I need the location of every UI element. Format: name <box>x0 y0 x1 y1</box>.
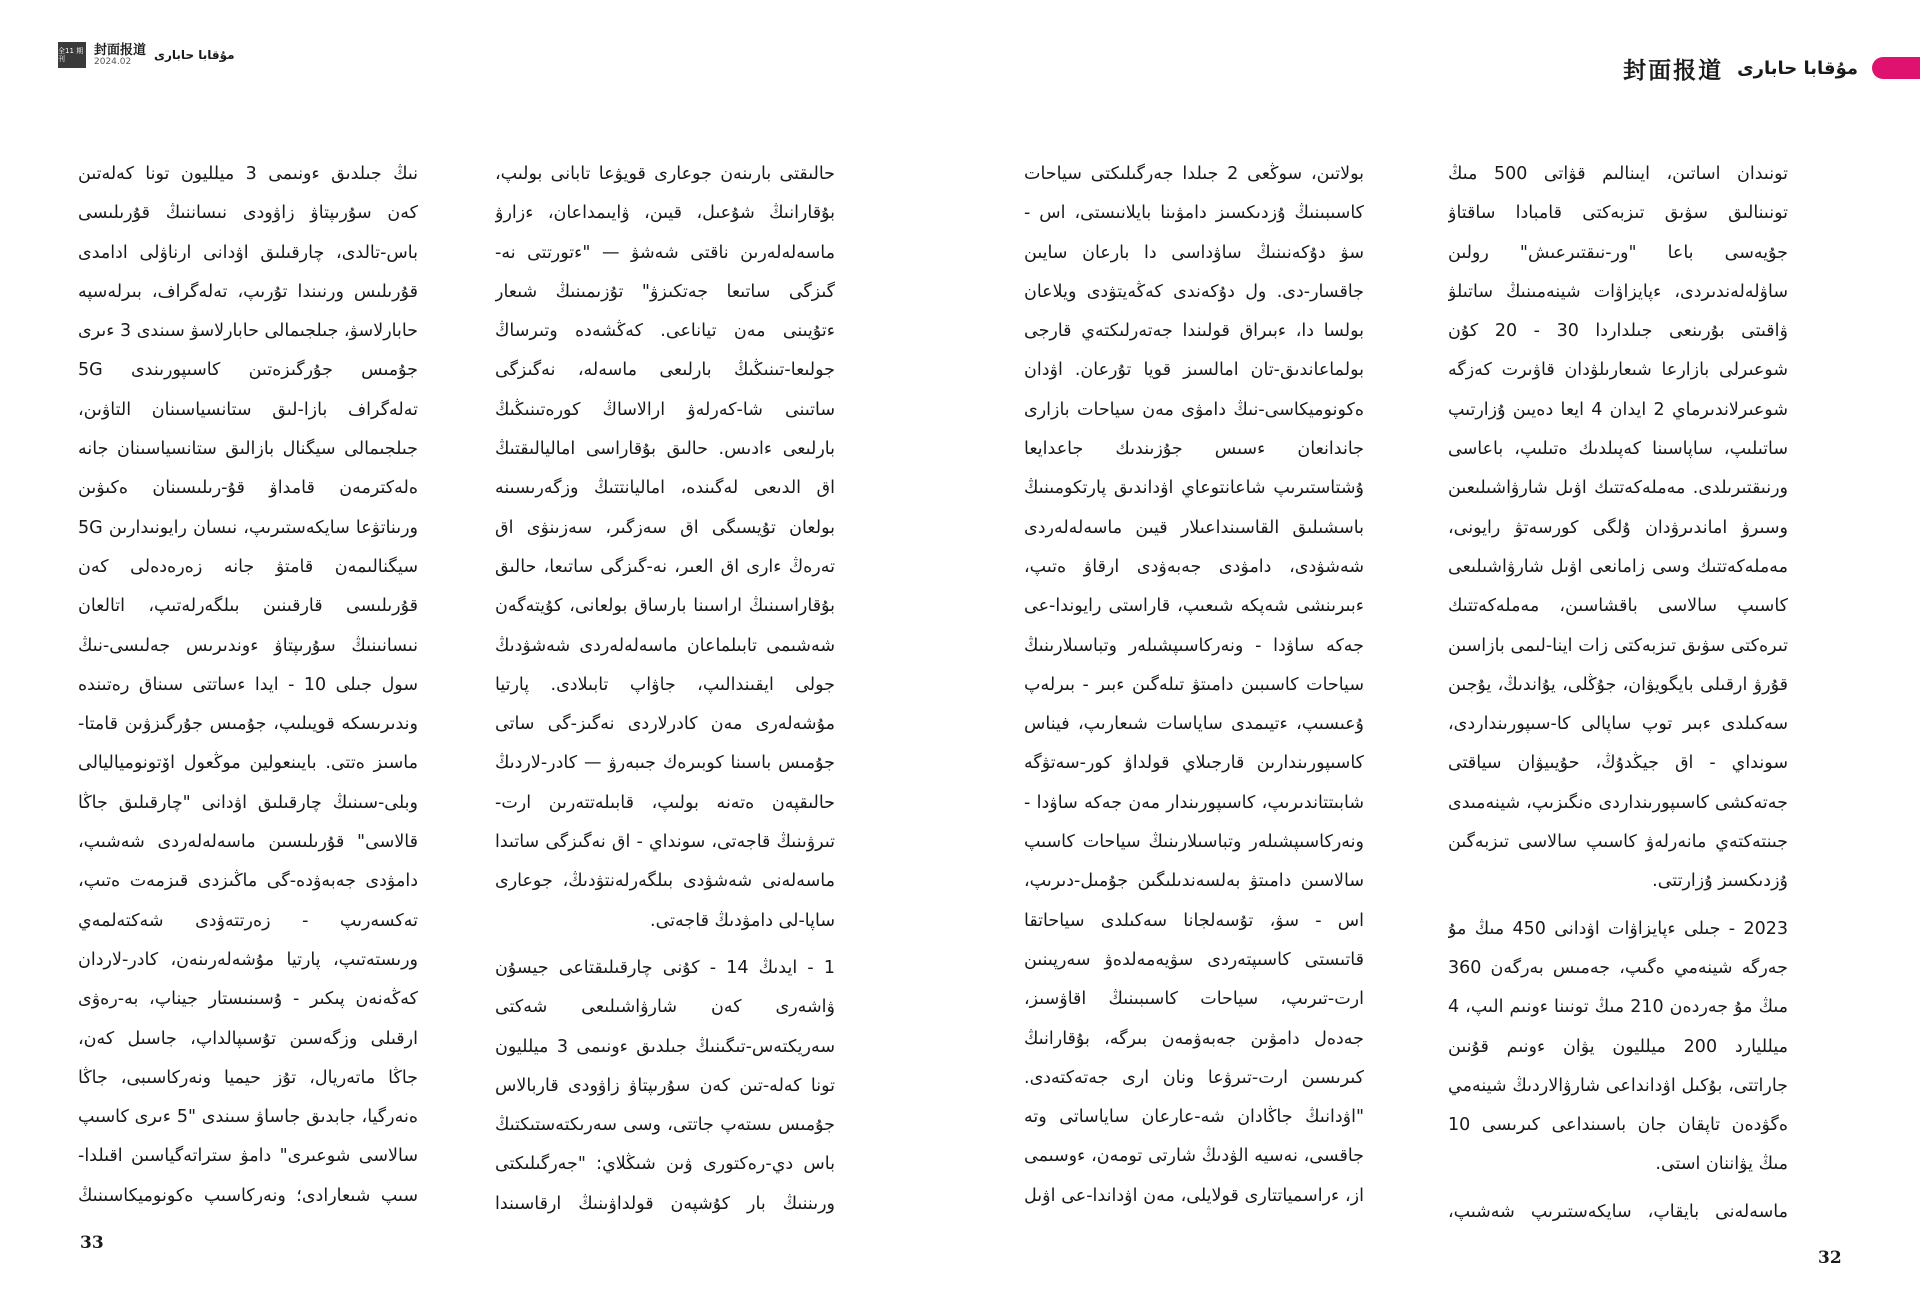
left-header-titles <box>94 44 146 67</box>
paragraph: تونىدان اساتىن، ايىنالىم قۋاتى 500 مىڭ تونىنالىق سۋىق تىزبەكتى قامبادا ساقتاۋ جۇيەسى باعا "ور-نىقتىرعىش" رولىن ساۋلەلەندىردى، ءپايزاۋات شينەمىنىڭ ساتىلۋ ۋاقىتى بۇرىنعى جىلداردا 30 - 20 كۇن شوعىرلى بازارعا شىعارىلۋدان قاۋىرت كەزگە شوعىرلاندىرماي 2 ايدان 4 ايعا دەيىن ۇزارتىپ ساتىلىپ، ساپاسىنا كەپىلدىك ەتىلىپ، باعاسى ورنىقتىرىلدى. مەملەكەتتىك اۋىل شارۋاشىلىعىن وسىرۋ اماندىرۋدان ۇلگى كورسەتۋ رايونى، مەملەكەتتىك وسى زامانعى اۋىل شارۋاشىلىعى كاسىپ سالاسى باقشاسىن، مەملەكەتتىك تىرەكتى سۋىق تىزبەكتى زات اينا-لىمى بازاسىن قۇرۋ ارقىلى بايگويۋان، جۇڭلى، يۇاندىڭ، يۇجىن سەكىلدى ءبىر توپ ساپالى كا-سىپورىنداردى، سونداي - اق جيڭدۇڭ، حۇيىيۋان سياقتى جەتەكشى كاسىپورىنداردى ەنگىزىپ، شينەمىدى جىنتەكتەي مانەرلەۋ كاسىپ سالاسى تىزبەگىن ۇزدىكسىز ۇزارتتى. <box>1448 164 1788 892</box>
paragraph: حالىقتى بارىنەن جوعارى قويۋعا تابانى بولىپ، بۇقارانىڭ شۇعىل، قيىن، ۋايىمداعان، ءزارۋ ماسەلەلەرىن ناقتى شەشۋ — "ءتورتتى نە-گىزگى ساتىعا جەتكىزۋ" تۇزىمىنىڭ شىعار ءتۇيىنى مەن تياناعى. كەڭشەدە وتىرساڭ جولىعا-تىنىڭىڭ بارلىعى ماسەلە، نەگىزگى ساتىنى شا-كەرلەۋ ارالاساڭ كورەتىنىڭىڭ بارلىعى ءادىس. حالىق بۇقاراسى اماليالىقتىڭ اق الدىعى لەگىندە، اماليانتتىڭ وزگەرىسىنە بولعان تۇيسىگى اق سەزگىر، سەزىنۋى اق تەرەڭ ءارى اق العىر، نە-گىزگى ساتىعا، حالىق بۇقاراسىنىڭ اراسىنا بارساق بولعانى، كۇيتەگەن شەشىمى تابىلماعان ماسەلەلەردى شەشۋدىڭ جولى ايقىندالىپ، جاۋاپ تابىلادى. پارتيا مۇشەلەرى مەن كادرلاردى نەگىز-گى ساتى جۇمىس باسىنا كوبىرەك جىبەرۋ — كادر-لاردىڭ حالىقپەن ەتەنە بولىپ، قابىلەتتەرىن ارت-تىرۋىنىڭ قاجەتى، سونداي - اق نەگىزگى ساتىدا ماسەلەنى شەشۋدى بىلگەرلەنتۋدىڭ، جوعارى ساپا-لى دامۋدىڭ قاجەتى. <box>495 164 835 931</box>
text-column-3 <box>495 155 835 1225</box>
accent-tab <box>1872 57 1920 79</box>
paragraph: نىڭ جىلدىق ءونىمى 3 ميلليون تونا كەلەتىن كەن سۇرىپتاۋ زاۋودى نىساننىڭ قۇرىلىسى باس-تالدى، چارقىلىق اۋدانى ارناۋلى ادامدى قۇرىلىس ورنىندا تۇرىپ، تەلەگراف، بىرلەسپە حابارلاسۋ، جىلجىمالى حابارلاسۋ سىندى 3 ءىرى جۇمىس جۇرگىزەتىن كاسىپورىندى 5G تەلەگراف بازا-لىق ستانسياسىنان التاۋىن، جىلجىمالى سيگنال بازالىق ستانسياسىنان جانە ەلەكترمەن قامداۋ قۇ-رىلىسىنان ەكىۋىن ورىناتۋعا سايكەستىرىپ، نىسان رايونىدارىن 5G سيگنالىمەن قامتۋ جانە زەرەدەلى كەن قۇرىلىسى قارقىنىن بىلگەرلەتىپ، اتالعان نىسانىنىڭ سۇرىپتاۋ ءوندىرىس جەلىسى-نىڭ سول جىلى 10 - ايدا ءساتتى سىناق رەتىندە وندىرىسكە قويىلىپ، جۇمىس جۇرگىزۋىن قامتا-ماسىز ەتتى. بايىنعولين موڭعول اۆتونومياليالى وبلى-سىنىڭ چارقىلىق اۋدانى "چارقىلىق جاڭا قالاسى" قۇرىلىسىن ماسەلەلەردى شەشىپ، دامۋدى جەبەۋدە-گى ماڭىزدى قىزمەت ەتىپ، تەكسەرىپ - زەرتتەۋدى شەكتەلمەي ورىستەتىپ، پارتيا مۇشەلەرىنەن، كادر-لاردان كەڭەنەن پىكىر - ۇسىنىستار جيناپ، بە-رەۋى ارقىلى وزگەسىن تۇسىپالداپ، جاسىل كەن، جاڭا ماتەريال، تۇز حيميا ونەركاسىبى، جاڭا ەنەرگيا، جابدىق جاساۋ سىندى "5 ءىرى كاسىپ سالاسى شوعىرى" دامۋ ستراتەگياسىن اقىلدا-سىپ شىعارادى؛ ونەركاسىپ ەكونوميكاسىنىڭ <box>78 164 418 1206</box>
paragraph: ماسەلەنى بايقاپ، سايكەستىرىپ شەشىپ، <box>1448 1201 1788 1222</box>
paragraph: 1 - ايدىڭ 14 - كۇنى چارقىلىقتاعى جيسۇن ۋاشەرى كەن شارۋاشىلىعى شەكتى سەريكتەس-تىگىنىڭ جىلدىق ءونىمى 3 ميلليون تونا كەلە-تىن كەن سۇرىپتاۋ زاۋودى قاربالاس جۇمىس ىستەپ جاتتى، وسى سەرىكتەستىكتىڭ باس دي-رەكتورى ۋىن شىڭلاي: "جەرگىلىكتى ورىننىڭ بار كۇشپەن قولداۋىنىڭ ارقاسىندا <box>495 957 835 1214</box>
issue-date: 2024.02 <box>94 56 132 67</box>
paragraph: بولاتىن، سوڭعى 2 جىلدا جەرگىلىكتى سياحات كاسىبىنىڭ ۇزدىكسىز دامۋىنا بايلانىستى، اس - سۋ دۇكەنىنىڭ ساۋداسى دا بارعان سايىن جاقسار-دى. ول دۇكەندى كەڭەيتۋدى ويلاعان بولسا دا، ءبىراق قولىندا جەتەرلىكتەي قارجى بولماعاندىق-تان امالسىز قويا تۇرعان. اۋدان ەكونوميكاسى-نىڭ دامۋى مەن سياحات بازارى جاندانعان ءسىس جۇزىندىك جاعدايعا ۇشتاستىرىپ شاعانتوعاي اۋداندىق پارتكومىنىڭ باسشىلىق القاسىنداعىلار قيىن ماسەلەلەردى شەشۋدى، دامۋدى جەبەۋدى ارقاۋ ەتىپ، ءبىرىنشى شەپكە شىعىپ، قاراستى رايوندا-عى جەكە ساۋدا - ونەركاسىپشىلەر وتباسىلارىنىڭ سياحات كاسىبىن دامىتۋ تىلەگىن ءبىر - بىرلەپ ۇعىسىپ، ءتيىمدى ساياسات شىعارىپ، فيناس كاسىپورىندارىن قارجىلاي قولداۋ كور-سەتۋگە شابىتتاندىرىپ، كاسىپورىندار مەن جەكە ساۋدا - ونەركاسىپشىلەر وتباسىلارىنىڭ سياحات كاسىپ سالاسىن دامىتۋ بەلسەندىلىگىن جۇمىل-دىرىپ، اس - سۋ، تۇسەلجانا سەكىلدى سياحاتقا قاتىستى كاسىپتەردى سۋيەمەلدەۋ سەرپىنىن ارت-تىرىپ، سياحات كاسىبىنىڭ اقاۋسىز، جەدەل دامۋىن جەبەۋمەن بىرگە، بۇقارانىڭ كىرىسىن ارت-تىرۋعا ونان ارى جەتەكتەدى. "اۋدانىڭ جاڭادان شە-عارعان ساياساتى وتە جاقسى، نەسيە الۋدىڭ شارتى تومەن، ءوسىمى از، ءراسمياتتارى قولايلى، مەن اۋداندا-عى اۋىل <box>1024 164 1364 1206</box>
right-section-title-ug: مۇقابا حابارى <box>1737 57 1858 79</box>
right-section-title-cn: 封面报道 <box>1623 56 1724 84</box>
paragraph: 2023 - جىلى ءپايزاۋات اۋدانى 450 مىڭ مۇ جەرگە شينەمي ەگىپ، جەمىس بەرگەن 360 مىڭ مۇ جەردەن 210 مىڭ تونىنا ءونىم الىپ، 4 ميلليارد 200 ميلليون يۋان ءونىم قۇنىن جاراتتى، بۇكىل اۋدانداعى شارۋالاردىڭ شينەمي ەگۋدەن تاپقان جان باسىنداعى كىرىسى 10 مىڭ يۋاننان استى. <box>1448 918 1788 1175</box>
page-number-left: 33 <box>80 1233 104 1253</box>
text-column-1 <box>1448 155 1788 1225</box>
text-column-2 <box>1024 155 1364 1225</box>
right-page-header <box>1623 52 1920 84</box>
magazine-logo <box>58 42 86 68</box>
section-title-ug: مۇقابا حابارى <box>154 48 235 62</box>
section-title-cn: 封面报道 <box>94 42 147 58</box>
magazine-logo-text: 全11 期刊 <box>58 47 84 63</box>
text-column-4 <box>78 155 418 1225</box>
page-number-right: 32 <box>1818 1248 1842 1268</box>
left-page-header <box>58 40 235 70</box>
